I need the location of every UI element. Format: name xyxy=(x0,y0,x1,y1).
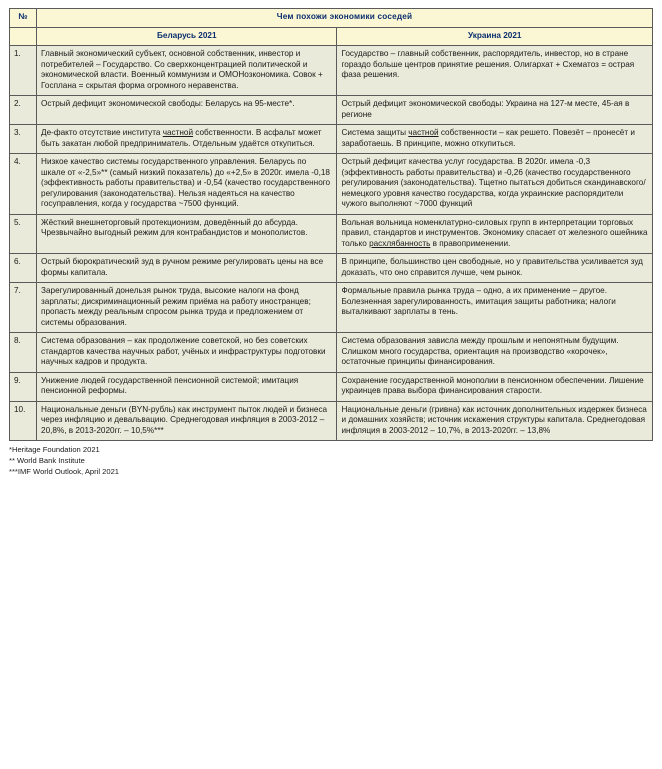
footnote-item: *Heritage Foundation 2021 xyxy=(9,445,100,454)
row-belarus-text: Острый дефицит экономической свободы: Беларусь на 95-месте*. xyxy=(37,96,337,125)
row-ukraine-text: Государство – главный собственник, распорядитель, инвестор, но в стране гораздо больше центров принятие решения. Олигархат + Схематоз = острая фаза решения. xyxy=(337,46,653,96)
table-row xyxy=(10,254,653,283)
table-row xyxy=(10,125,653,154)
row-belarus-text: Система образования – как продолжение советской, но без советских стандартов качества научных работ, учёных и инфраструктуры подготовки научных кадров и продукта. xyxy=(37,333,337,373)
row-number: 1. xyxy=(10,46,37,96)
row-belarus-text: Низкое качество системы государственного управления. Беларусь по шкале от «-2,5»** (самый низкий показатель) до «+2,5» в 2020г. имела -0,18 (эффективность работы правительства) и -0,54 (качество государственного регулирования (законодательства). Нельзя надеяться на качество госуправления, когда у государства ~7500 функций. xyxy=(37,154,337,215)
table-header-row xyxy=(10,27,653,46)
row-number: 2. xyxy=(10,96,37,125)
row-belarus-text: Острый бюрократический зуд в ручном режиме регулировать цены на все формы капитала. xyxy=(37,254,337,283)
row-belarus-text: Национальные деньги (BYN-рубль) как инструмент пыток людей и бизнеса через инфляцию и девальвацию. Среднегодовая инфляция в 2003-2012 – 20,8%, в 2013-2020гг. – 10,5%*** xyxy=(37,401,337,441)
row-ukraine-text: В принципе, большинство цен свободные, но у правительства усиливается зуд доказать, что оно справится лучше, чем рынок. xyxy=(337,254,653,283)
row-ukraine-text: Национальные деньги (гривна) как источник дополнительных издержек бизнеса и домашних хозяйств; источник искажения структуры капитала. Среднегодовая инфляция в 2003-2012 – 10,7%, в 2013-2020гг. – 13,8% xyxy=(337,401,653,441)
table-row xyxy=(10,154,653,215)
table-title-row xyxy=(10,9,653,28)
row-number: 6. xyxy=(10,254,37,283)
column-header-number: № xyxy=(10,9,37,28)
table-row xyxy=(10,96,653,125)
footnote-item: ** World Bank Institute xyxy=(9,456,85,465)
table-title: Чем похожи экономики соседей xyxy=(37,9,653,28)
row-belarus-text: Главный экономический субъект, основной собственник, инвестор и потребителей – Государство. Со сверхконцентрацией политической и экономической власти. Военный коммунизм и ОМОНозкономика. Совок + Госплана = скрытая форма огромного неравенства. xyxy=(37,46,337,96)
footnotes xyxy=(9,444,653,477)
row-belarus-text: Де-факто отсутствие института частной собственности. В асфальт может быть закатан любой предприниматель. Отдельным удаётся откупиться. xyxy=(37,125,337,154)
row-belarus-text: Унижение людей государственной пенсионной системой; имитация пенсионной реформы. xyxy=(37,372,337,401)
footnote-item: ***IMF World Outlook, April 2021 xyxy=(9,467,120,476)
row-ukraine-text: Острый дефицит экономической свободы: Украина на 127-м месте, 45-ая в регионе xyxy=(337,96,653,125)
row-number: 9. xyxy=(10,372,37,401)
row-ukraine-text: Острый дефицит качества услуг государства. В 2020г. имела -0,3 (эффективность работы правительства) и -0,26 (качество государственного регулирования (законодательства). Тщетно пытаться добиться скандинавского/немецкого уровня качество государства, когда украинские распорядители чужого выполняют ~7000 функций xyxy=(337,154,653,215)
table-row xyxy=(10,333,653,373)
table-row xyxy=(10,283,653,333)
row-belarus-text: Жёсткий внешнеторговый протекционизм, доведённый до абсурда. Чрезвычайно выгодный режим для контрабандистов и монополистов. xyxy=(37,214,337,254)
table-row xyxy=(10,46,653,96)
table-row xyxy=(10,214,653,254)
row-number: 3. xyxy=(10,125,37,154)
row-ukraine-text: Сохранение государственной монополии в пенсионном обеспечении. Лишение украинцев права выбора финансирования старости. xyxy=(337,372,653,401)
row-belarus-text: Зарегулированный донельзя рынок труда, высокие налоги на фонд зарплаты; дискриминационный режим приёма на работу иностранцев; пропасть между реальным спросом рынка труда и предложением от системы образования. xyxy=(37,283,337,333)
row-number: 10. xyxy=(10,401,37,441)
row-number: 5. xyxy=(10,214,37,254)
table-row xyxy=(10,401,653,441)
row-ukraine-text: Вольная вольница номенклатурно-силовых групп в интерпретации торговых правил, стандартов и инструментов. Экономику спасает от железного ошейника только расхлябанность в правоприменении. xyxy=(337,214,653,254)
row-ukraine-text: Система образования зависла между прошлым и непонятным будущим. Слишком много государства, ориентация на производство «корочек», остаточные принципы финансирования. xyxy=(337,333,653,373)
column-header-belarus: Беларусь 2021 xyxy=(37,27,337,46)
row-number: 8. xyxy=(10,333,37,373)
row-number: 7. xyxy=(10,283,37,333)
row-number: 4. xyxy=(10,154,37,215)
header-spacer xyxy=(10,27,37,46)
column-header-ukraine: Украина 2021 xyxy=(337,27,653,46)
row-ukraine-text: Система защиты частной собственности – как решето. Повезёт – пронесёт и заработаешь. В принципе, можно откупиться. xyxy=(337,125,653,154)
comparison-table xyxy=(9,8,653,441)
row-ukraine-text: Формальные правила рынка труда – одно, а их применение – другое. Болезненная зарегулированность, имитация защиты работника; налоги выталкивают зарплаты в тень. xyxy=(337,283,653,333)
table-row xyxy=(10,372,653,401)
